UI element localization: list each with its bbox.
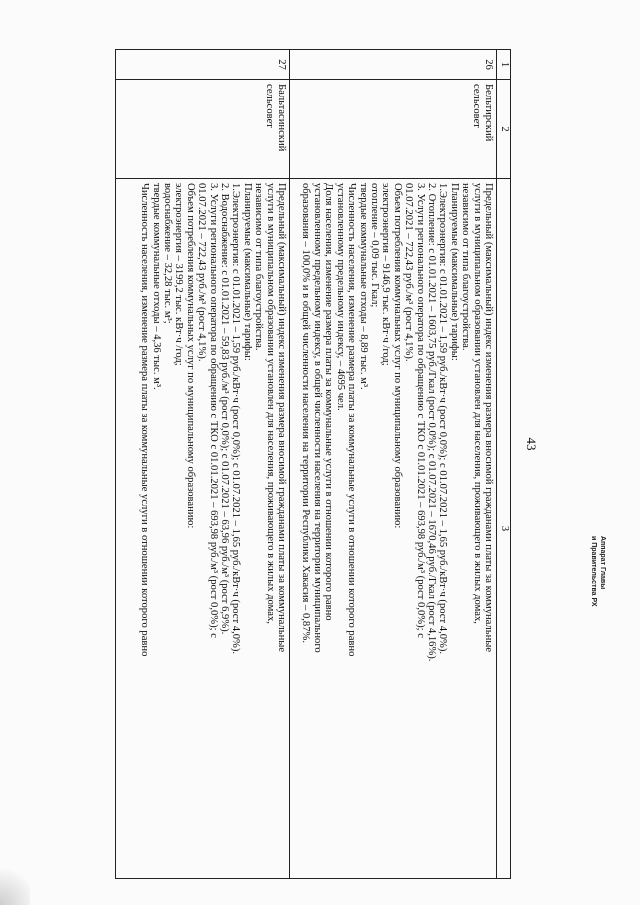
row-description [290,179,497,879]
description-line: Доля населения, изменение размера платы за коммунальные услуги в отношении которого равно [323,183,335,621]
description-line: 1.Электроэнергия: с 01.01.2021 – 1,59 руб./кВт·ч (рост 0,0%); с 01.07.2021 – 1,65 руб./кВт·ч (рост 4,0%). [230,183,242,655]
tariff-table [115,49,511,879]
row-number: 27 [116,50,290,80]
description-line: Планируемые (максимальные) тарифы: [241,183,253,361]
description-line: 01.07.2021 – 722,43 руб./м³ (рост 4,1%). [403,183,415,362]
municipality-name: Бельтирский сельсовет [290,80,497,179]
description-line: 3. Услуги регионального оператора по обращению с ТКО с 01.01.2021 – 693,98 руб./м³ (рост 0,0%); с [414,183,426,638]
header-col-2: 2 [497,80,511,179]
description-line: Объем потребления коммунальных услуг по муниципальному образованию: [184,183,196,529]
stamp-line-1: Аппарат Главы [599,536,606,590]
description-line: независимо от типа благоустройства. [253,183,265,351]
stamp-line-2: и Правительства РХ [590,536,597,607]
description-line: Численность населения, изменение размера платы за коммунальные услуги в отношении которого равно [139,183,151,657]
description-line: Численность населения, изменение размера платы за коммунальные услуги в отношении которого равно [346,183,358,657]
table-header-row [497,50,511,879]
description-line: электроэнергия – 3199,2 тыс. кВт·ч /год; [173,183,185,366]
description-line: твердые коммунальные отходы – 8,89 тыс. м³. [357,183,369,390]
description-line: Предельный (максимальный) индекс изменения размера вносимой гражданами платы за коммунальные [483,183,494,653]
description-line: отопление – 0,09 тыс. Гкал; [368,183,380,308]
description-line: электроэнергия – 9146,9 тыс. кВт·ч /год; [380,183,392,366]
description-line: 01.07.2021 – 722,43 руб./м³ (рост 4,1%). [196,183,208,362]
table-row [116,50,290,879]
description-line: услуги в муниципальном образовании установлен для населения, проживающего в жилых домах, [471,183,483,624]
description-line: Предельный (максимальный) индекс изменения размера вносимой гражданами платы за коммунальные [276,183,287,653]
description-line: водоснабжение – 32,28 тыс. м³; [161,183,173,324]
table-row [290,50,497,879]
rotated-table-wrapper [115,49,511,878]
description-line: 2. Отопление: с 01.01.2021 – 1603,75 руб./Гкал (рост 0,0%); с 01.07.2021 – 1670,46 руб./Гкал (рост 4,16%). [425,183,437,662]
description-line: установленному предельному индексу, – 4695 чел. [334,183,346,411]
description-line: 2. Водоснабжение: с 01.01.2021 – 59,83 руб./м³ (рост 0,0%); с 01.07.2021 – 63,96 руб./м³ (рост 6,9%). [218,183,230,635]
description-line: 3. Услуги регионального оператора по обращению с ТКО с 01.01.2021 – 693,98 руб./м³ (рост 0,0%); с [207,183,219,638]
row-number: 26 [290,50,497,80]
page-number: 43 [524,437,539,451]
description-line: Объем потребления коммунальных услуг по муниципальному образованию: [391,183,403,529]
scan-artifact [0,860,30,905]
stamp [588,536,612,606]
header-col-1: 1 [497,50,511,80]
description-line: услуги в муниципальном образовании установлен для населения, проживающего в жилых домах, [264,183,276,624]
description-line: твердые коммунальные отходы – 4,36 тыс. м³. [150,183,162,390]
header-col-3: 3 [497,179,511,879]
description-line: установленному предельному индексу, в общей численности населения на территории муниципального [311,183,323,653]
municipality-name: Бальтасинский сельсовет [116,80,290,179]
description-line: 1.Электроэнергия: с 01.01.2021 – 1,59 руб./кВт·ч (рост 0,0%); с 01.07.2021 – 1,65 руб./кВт·ч (рост 4,0%). [437,183,449,655]
description-line: образования – 100,0% и в общей численности населения на территории Республики Хакасия – 0,87%. [300,183,312,643]
row-description [116,179,290,879]
description-line: Планируемые (максимальные) тарифы: [448,183,460,361]
description-line: независимо от типа благоустройства. [460,183,472,351]
